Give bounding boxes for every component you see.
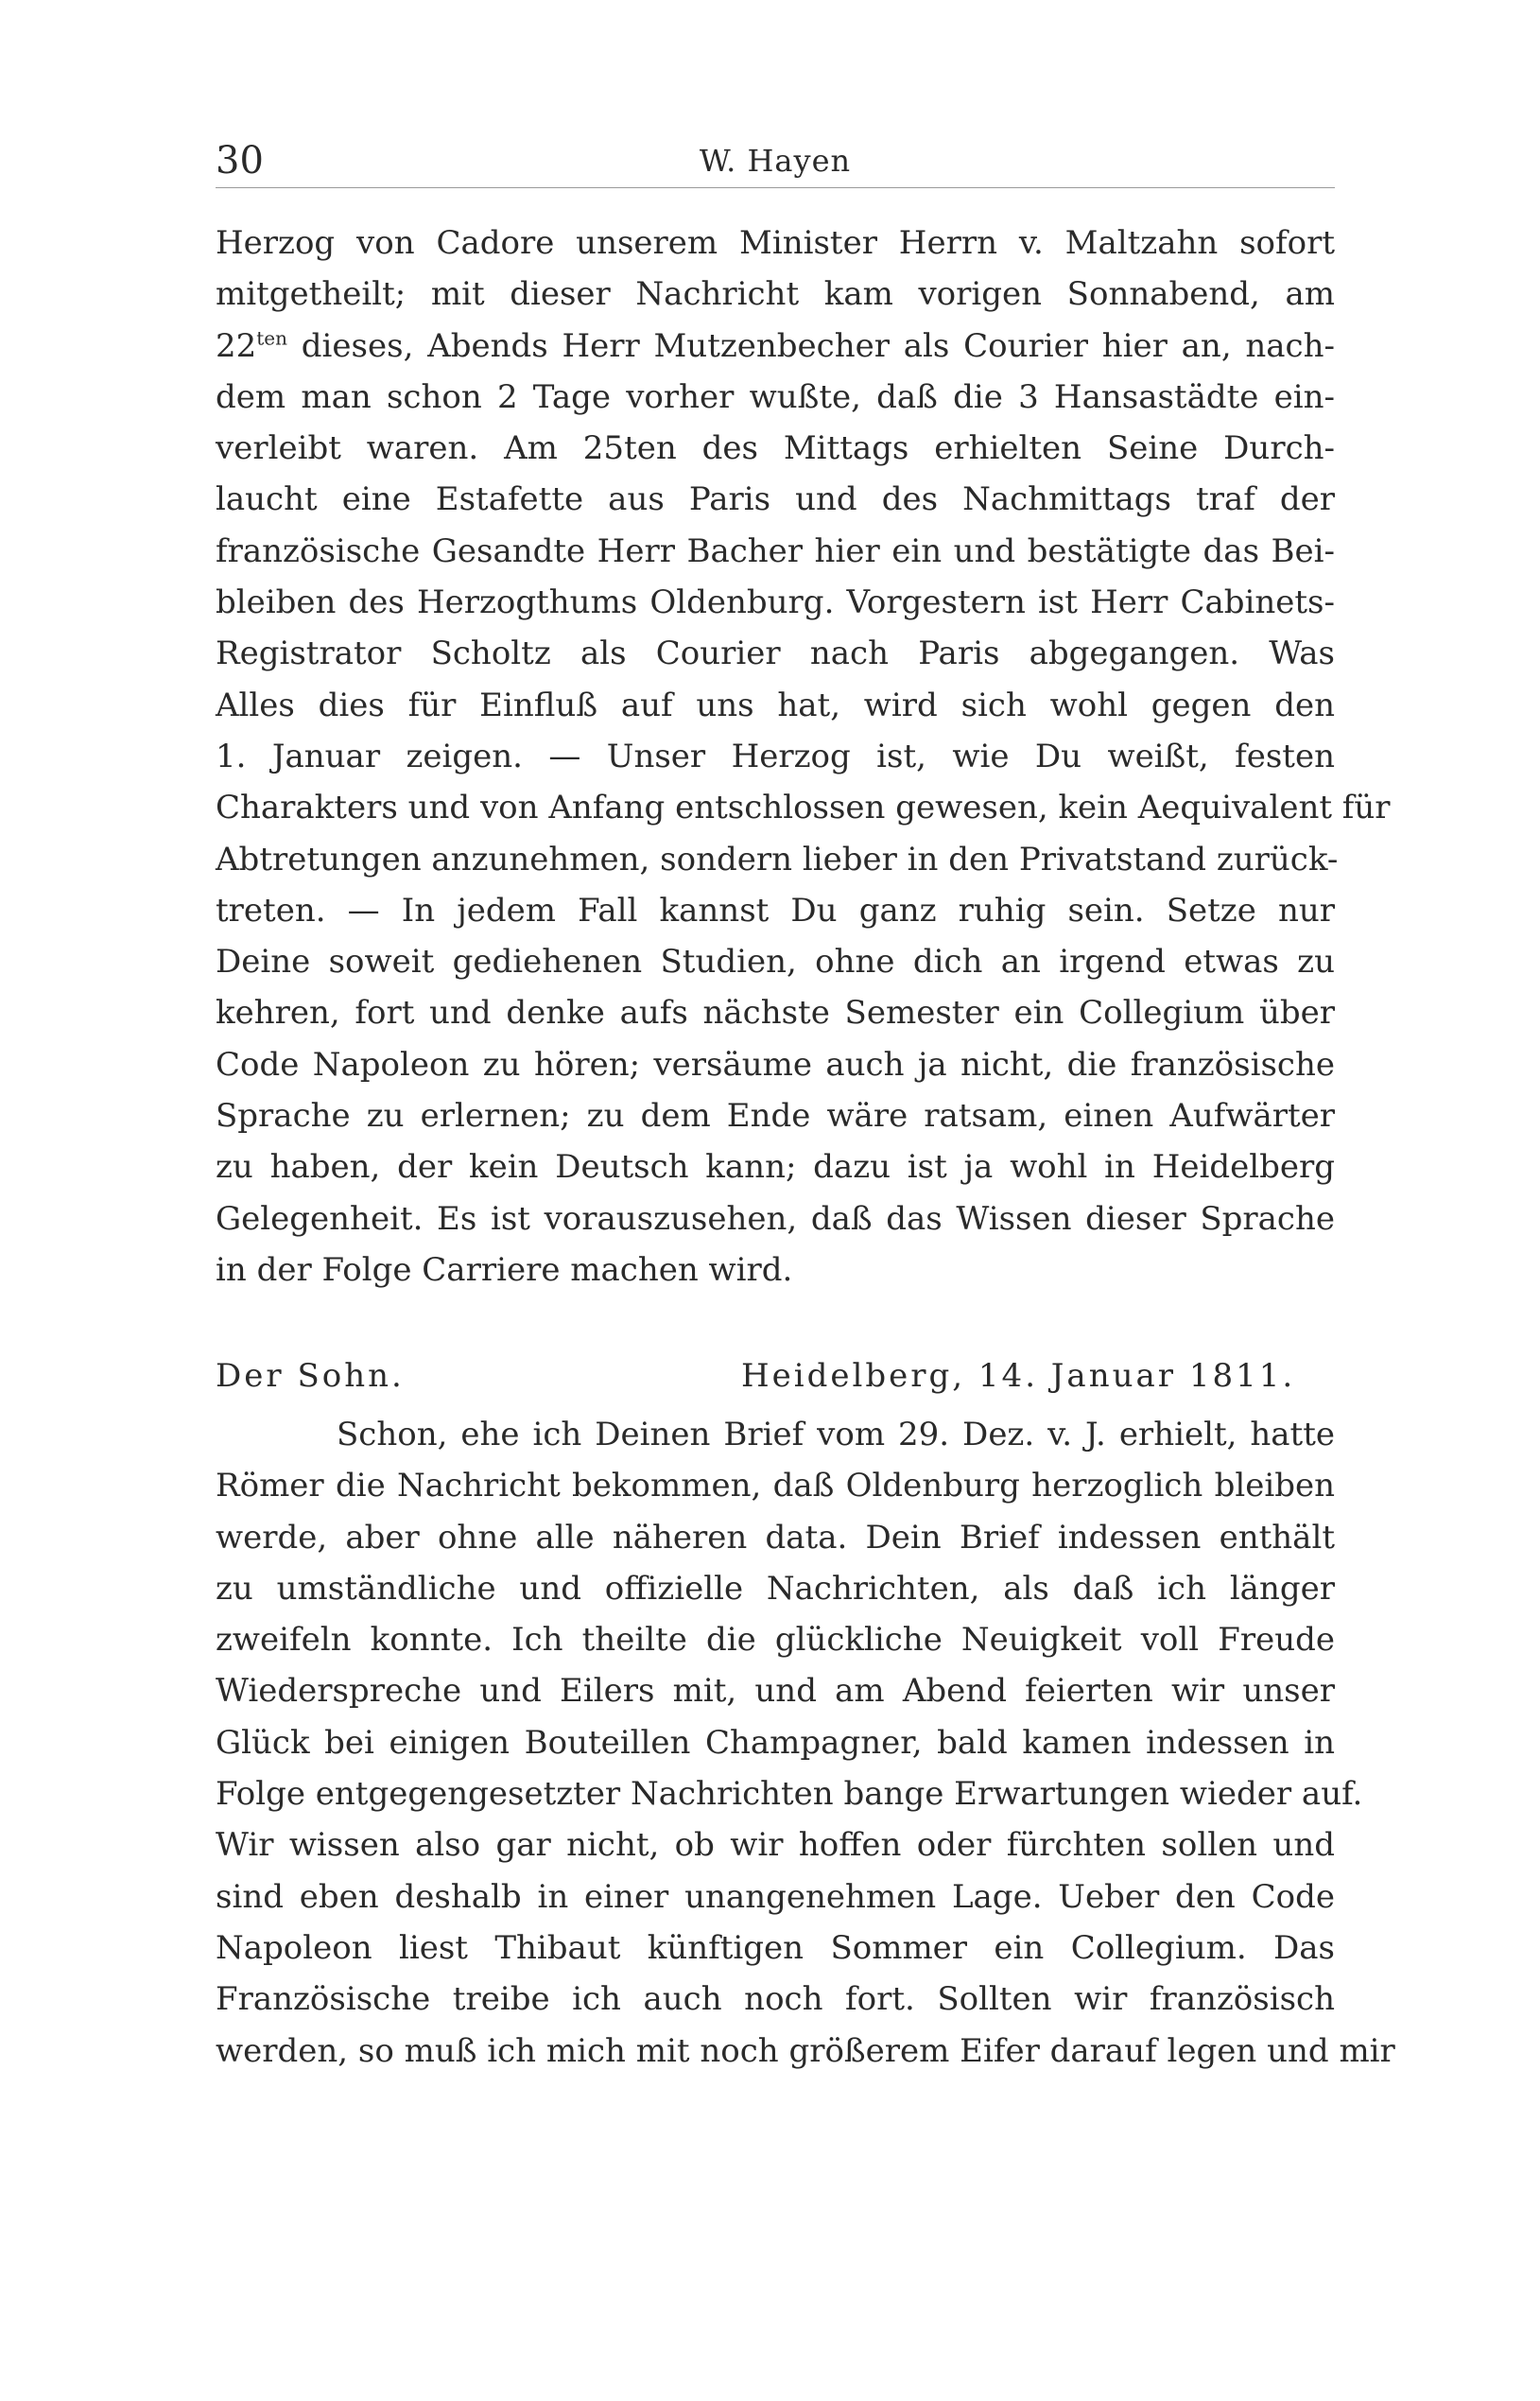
text-line: französische Gesandte Herr Bacher hier ein und bestätigte das Bei- (216, 531, 1335, 570)
header-rule (216, 187, 1335, 188)
text-line: Deine soweit gediehenen Studien, ohne dich an irgend etwas zu (216, 943, 1335, 982)
text-line-rest: dieses, Abends Herr Mutzenbecher als Courier hier an, nach- (287, 326, 1335, 365)
text-line: laucht eine Estafette aus Paris und des Nachmittags traf der (216, 480, 1335, 519)
text-line (216, 321, 1335, 372)
superscript-ten: ten (256, 326, 288, 350)
text-line: Glück bei einigen Bouteillen Champagner, bald kamen indessen in (216, 1723, 1335, 1762)
text-line: Folge entgegengesetzter Nachrichten bange Erwartungen wieder auf. (216, 1775, 1363, 1814)
text-line: zu umständliche und offizielle Nachrichten, als daß ich länger (216, 1569, 1335, 1608)
text-line: Herzog von Cadore unserem Minister Herrn v. Maltzahn sofort (216, 224, 1335, 262)
letter-father-body (216, 217, 1391, 1296)
text-line: Französische treibe ich auch noch fort. Sollten wir französisch (216, 1980, 1335, 2019)
text-line: werde, aber ohne alle näheren data. Dein Brief indessen enthält (216, 1518, 1335, 1557)
text-line: Gelegenheit. Es ist vorauszusehen, daß das Wissen dieser Sprache (216, 1199, 1335, 1238)
text-line: Registrator Scholtz als Courier nach Paris abgegangen. Was (216, 635, 1335, 673)
text-line: dem man schon 2 Tage vorher wußte, daß die 3 Hansastädte ein- (216, 377, 1335, 416)
text-line: mitgetheilt; mit dieser Nachricht kam vorigen Sonnabend, am (216, 275, 1335, 314)
text-line: Code Napoleon zu hören; versäume auch ja nicht, die französische (216, 1045, 1335, 1084)
text-line: Napoleon liest Thibaut künftigen Sommer ein Collegium. Das (216, 1928, 1335, 1967)
text-line: Wiederspreche und Eilers mit, und am Abend feierten wir unser (216, 1672, 1335, 1711)
page-number: 30 (216, 139, 264, 183)
letter-place-date: Heidelberg, 14. Januar 1811. (741, 1357, 1296, 1395)
text-line: bleiben des Herzogthums Oldenburg. Vorgestern ist Herr Cabinets- (216, 583, 1335, 622)
text-line: zu haben, der kein Deutsch kann; dazu ist ja wohl in Heidelberg (216, 1148, 1335, 1187)
text-line: Sprache zu erlernen; zu dem Ende wäre ratsam, einen Aufwärter (216, 1097, 1335, 1136)
text-line: verleibt waren. Am 25ten des Mittags erhielten Seine Durch- (216, 429, 1335, 468)
text-line: Charakters und von Anfang entschlossen gewesen, kein Aequivalent für (216, 789, 1391, 827)
text-line: in der Folge Carriere machen wird. (216, 1250, 793, 1289)
text-line: Abtretungen anzunehmen, sondern lieber in den Privatstand zurück- (216, 840, 1339, 879)
letter-heading (216, 1348, 1335, 1404)
date-number: 22 (216, 326, 257, 365)
letter-author: Der Sohn. (216, 1357, 405, 1395)
running-head: W. Hayen (699, 143, 852, 179)
letter-son-body (216, 1409, 1395, 2077)
text-line: Römer die Nachricht bekommen, daß Oldenburg herzoglich bleiben (216, 1467, 1335, 1505)
page-header (216, 136, 1335, 185)
text-line: 1. Januar zeigen. — Unser Herzog ist, wie Du weißt, festen (216, 737, 1335, 775)
text-line: Schon, ehe ich Deinen Brief vom 29. Dez. v. J. erhielt, hatte (337, 1416, 1335, 1453)
text-line: Alles dies für Einfluß auf uns hat, wird sich wohl gegen den (216, 686, 1335, 724)
text-line: kehren, fort und denke aufs nächste Semester ein Collegium über (216, 994, 1335, 1033)
text-line: werden, so muß ich mich mit noch größerem Eifer darauf legen und mir (216, 2031, 1395, 2070)
text-line: sind eben deshalb in einer unangenehmen Lage. Ueber den Code (216, 1877, 1335, 1916)
text-line: Wir wissen also gar nicht, ob wir hoffen oder fürchten sollen und (216, 1826, 1335, 1865)
text-line: treten. — In jedem Fall kannst Du ganz ruhig sein. Setze nur (216, 891, 1335, 930)
text-line: zweifeln konnte. Ich theilte die glückliche Neuigkeit voll Freude (216, 1621, 1335, 1660)
